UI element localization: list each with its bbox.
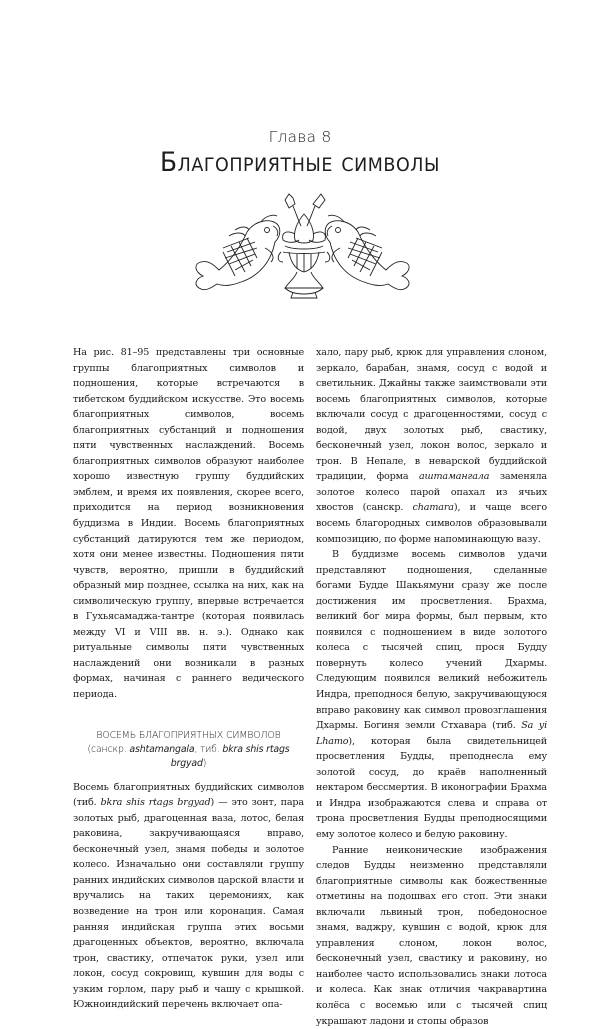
paragraph-text: ), которая была свидетельницей просветления Будды, преподнесла ему золотой сосуд, до краёв наполненный нектаром бессмертия. В иконографии Брахма и Индра изображаются слева и справа от трона просветления Будды преподносящими ему золотое колесо и белую раковину. — [316, 736, 547, 840]
chapter-label: Глава 8 — [0, 128, 600, 146]
lotus-vase-icon — [278, 194, 330, 298]
subtitle-prefix: (санскр. — [87, 744, 129, 755]
section-paragraph — [73, 780, 304, 1013]
right-column — [316, 345, 547, 1029]
section-heading-title: ВОСЕМЬ БЛАГОПРИЯТНЫХ СИМВОЛОВ — [96, 730, 280, 741]
paragraph-text: Восемь благоприятных буддийских символов (тиб. — [73, 782, 304, 809]
left-column — [73, 345, 304, 1013]
paragraph-text: ), и чаще всего восемь благородных символов образовывали композицию, по форме напоминающую вазу. — [316, 502, 547, 544]
tibetan-term: bkra shis rtags brgyad — [101, 797, 211, 808]
footprints-paragraph: Ранние неиконические изображения следов Будды неизменно представляли благоприятные символы как божественные отметины на подошвах его стоп. Эти знаки включали львиный трон, победоносное знамя, ваджру, кувшин с водой, крюк для управления слоном, локон волос, бесконечный узел, свастику и раковину, но наиболее часто использовались знаки лотоса и колеса. Как знак отличия чакравартина колёса с восемью или с тысячей спиц украшают ладони и стопы образов — [316, 843, 547, 1029]
section-heading — [73, 729, 304, 771]
fish-right-icon — [325, 215, 409, 289]
fish-left-icon — [196, 215, 280, 289]
paragraph-text: В буддизме восемь символов удачи представляют подношения, сделанные богами Будде Шакьямуни сразу же после достижения им просветления. Брахма, великий бог мира формы, был первым, кто появился с подношением в виде золотого колеса с тысячей спиц, прося Будду повернуть колесо учений Дхармы. Следующим появился великий небожитель Индра, преподнося белую, закручивающуюся вправо раковину как символ провозглашения Дхармы. Богиня земли Стхавара (тиб. — [316, 549, 547, 731]
sanskrit-term: chamara — [413, 502, 454, 513]
subtitle-suffix: ) — [203, 758, 207, 769]
offerings-paragraph — [316, 547, 547, 842]
chapter-title: Благоприятные символы — [24, 147, 576, 178]
tibetan-term: bkra shis rtags brgyad — [171, 744, 290, 769]
section-heading-subtitle — [73, 743, 304, 771]
intro-paragraph: На рис. 81–95 представлены три основные группы благоприятных символов и подношения, которые встречаются в тибетском буддийском искусстве. Это восемь благоприятных символов, восемь благоприятных субстанций и подношения пяти чувственных наслаждений. Восемь благоприятных символов образуют наиболее хорошо известную группу буддийских эмблем, и время их появления, скорее всего, приходится на период возникновения буддизма в Индии. Восемь благоприятных субстанций датируются тем же периодом, хотя они менее известны. Подношения пяти чувств, вероятно, пришли в буддийский образный мир позднее, ссылка на них, как на символическую группу, впервые встречается в Гухьясамаджа-тантре (которая появилась между VI и VIII вв. н. э.). Однако как ритуальные символы пяти чувственных наслаждений они возникали в разных формах, начиная с раннего ведического периода. — [73, 345, 304, 703]
paragraph-text: хало, пару рыб, крюк для управления слоном, зеркало, барабан, знамя, сосуд с водой и светильник. Джайны также заимствовали эти восемь благоприятных символов, которые включали сосуд с драгоценностями, сосуд с водой, двух золотых рыб, свастику, бесконечный узел, локон волос, зеркало и трон. В Непале, в неварской буддийской традиции, форма — [316, 347, 547, 482]
subtitle-mid: , тиб. — [194, 744, 222, 755]
continuation-paragraph — [316, 345, 547, 547]
sanskrit-term: аштамангала — [419, 471, 489, 482]
ornament-illustration — [185, 192, 420, 300]
paragraph-text: ) — это зонт, пара золотых рыб, драгоценная ваза, лотос, белая раковина, закручивающаяся вправо, бесконечный узел, знамя победы и золотое колесо. Изначально они составляли группу ранних индийских символов царской власти и вручались на таких церемониях, как возведение на трон или коронация. Самая ранняя индийская группа этих восьми драгоценных объектов, вероятно, включала трон, свастику, отпечаток руки, узел или локон, сосуд сокровищ, кувшин для воды с узким горлом, пару рыб и чашу с крышкой. Южноиндийский перечень включает опа- — [73, 797, 304, 1010]
sanskrit-term: ashtamangala — [129, 744, 194, 755]
paragraph-text: заменяла золотое колесо парой опахал из ячьих хвостов (санскр. — [316, 471, 547, 513]
tibetan-term: Sa yi Lhamo — [316, 720, 547, 747]
